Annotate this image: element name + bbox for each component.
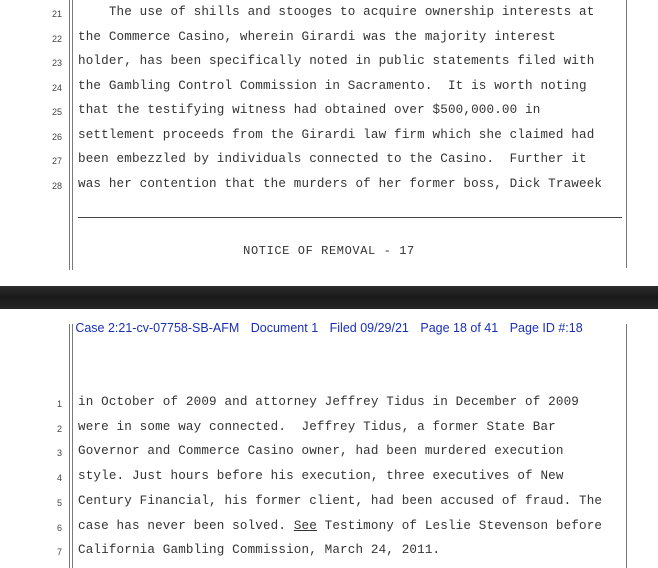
page-id: Page ID #:18 [509, 321, 583, 335]
line-number: 25 [51, 107, 62, 117]
line-number: 24 [51, 83, 62, 93]
text-run: Testimony of Leslie Stevenson before [316, 519, 603, 533]
page-count: Page 18 of 41 [420, 321, 499, 335]
line-number: 3 [56, 448, 62, 458]
line-number: 4 [56, 473, 62, 483]
line-number: 2 [56, 424, 62, 434]
margin-rule-left-inner [72, 0, 73, 270]
text-line [78, 519, 602, 533]
margin-rule-right [626, 324, 627, 568]
text-line: were in some way connected. Jeffrey Tidus, a former State Bar [78, 420, 556, 434]
line-number: 26 [51, 132, 62, 142]
text-line: in October of 2009 and attorney Jeffrey Tidus in December of 2009 [78, 395, 579, 409]
line-number: 1 [56, 399, 62, 409]
text-line: Century Financial, his former client, had been accused of fraud. The [78, 494, 603, 508]
text-line: Governor and Commerce Casino owner, had been murdered execution [78, 444, 564, 458]
footer-rule [78, 217, 622, 218]
text-line: The use of shills and stooges to acquire ownership interests at [78, 5, 595, 19]
margin-rule-left-inner [72, 324, 73, 568]
line-number: 5 [56, 498, 62, 508]
margin-rule-left-outer [69, 0, 70, 270]
page-separator [0, 286, 658, 309]
margin-rule-right [626, 0, 627, 268]
text-line: been embezzled by individuals connected to the Casino. Further it [78, 152, 587, 166]
text-line: holder, has been specifically noted in public statements filed with [78, 54, 595, 68]
page-footer-title: NOTICE OF REMOVAL - 17 [243, 244, 415, 258]
text-line: was her contention that the murders of her former boss, Dick Traweek [78, 177, 603, 191]
line-number: 7 [56, 547, 62, 557]
text-line: the Gambling Control Commission in Sacramento. It is worth noting [78, 79, 587, 93]
text-line: style. Just hours before his execution, three executives of New [78, 469, 564, 483]
text-line: settlement proceeds from the Girardi law firm which she claimed had [78, 128, 595, 142]
text-line: California Gambling Commission, March 24, 2011. [78, 543, 441, 557]
text-run: case has never been solved. [78, 519, 294, 533]
citation-signal: See [293, 519, 317, 533]
line-number: 28 [51, 181, 62, 191]
line-number: 6 [56, 523, 62, 533]
margin-rule-left-outer [69, 324, 70, 568]
page-18-fragment [0, 309, 658, 568]
text-line: that the testifying witness had obtained over $500,000.00 in [78, 103, 541, 117]
line-number: 21 [51, 9, 62, 19]
text-line: the Commerce Casino, wherein Girardi was the majority interest [78, 30, 556, 44]
case-header [0, 321, 658, 335]
line-number: 23 [51, 58, 62, 68]
case-number: Case 2:21-cv-07758-SB-AFM [75, 321, 240, 335]
line-number: 27 [51, 156, 62, 166]
document-number: Document 1 [250, 321, 319, 335]
filed-date: Filed 09/29/21 [329, 321, 409, 335]
line-number: 22 [51, 34, 62, 44]
